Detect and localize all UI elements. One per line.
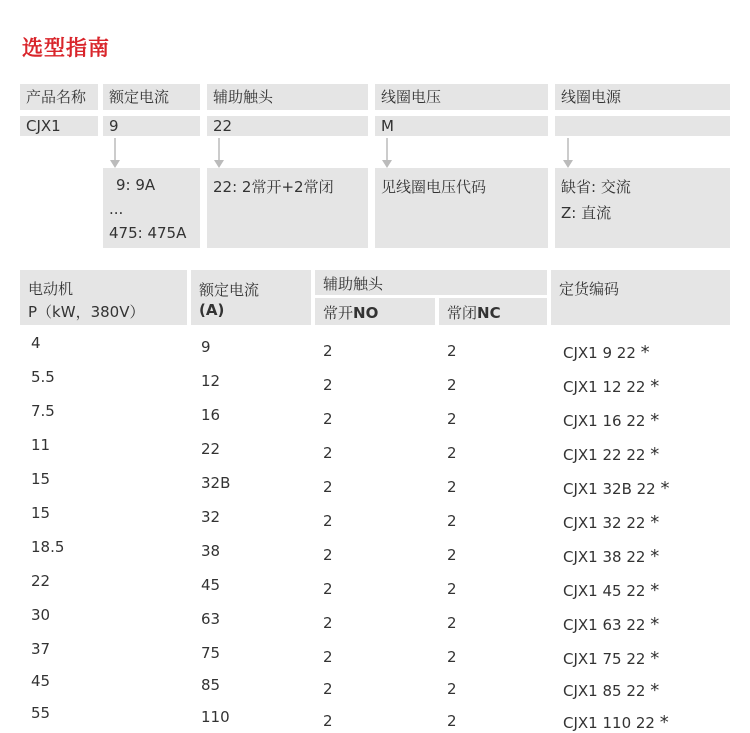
star-mark: * bbox=[650, 512, 660, 533]
current-cell: 85 bbox=[201, 676, 221, 694]
current-header-line1: 额定电流 bbox=[199, 281, 260, 299]
nc-cell: 2 bbox=[447, 512, 457, 530]
power-cell: 45 bbox=[31, 672, 51, 690]
aux-explanation bbox=[207, 168, 368, 248]
code-value-supply bbox=[555, 116, 730, 136]
order-code-cell: CJX1 85 22 * bbox=[563, 680, 660, 701]
star-mark: * bbox=[660, 478, 670, 499]
nc-cell: 2 bbox=[447, 614, 457, 632]
current-cell: 32 bbox=[201, 508, 221, 526]
code-value-current: 9 bbox=[103, 116, 200, 136]
arrow-down-icon bbox=[563, 138, 573, 168]
power-cell: 37 bbox=[31, 640, 51, 658]
no-cell: 2 bbox=[323, 680, 333, 698]
nc-cell: 2 bbox=[447, 342, 457, 360]
table-row bbox=[0, 572, 750, 606]
code-header-supply: 线圈电源 bbox=[555, 84, 730, 110]
code-header-aux: 辅助触头 bbox=[207, 84, 368, 110]
supply-explanation-line: 缺省: 交流 bbox=[561, 178, 631, 196]
order-code-cell: CJX1 16 22 * bbox=[563, 410, 660, 431]
order-code-cell: CJX1 32B 22 * bbox=[563, 478, 670, 499]
power-cell: 11 bbox=[31, 436, 51, 454]
arrow-down-icon bbox=[110, 138, 120, 168]
code-header-product: 产品名称 bbox=[20, 84, 98, 110]
order-code-cell: CJX1 32 22 * bbox=[563, 512, 660, 533]
table-row bbox=[0, 470, 750, 504]
current-header-line2: (A) bbox=[199, 301, 225, 319]
aux-explanation-line: 22: 2常开+2常闭 bbox=[213, 178, 334, 196]
no-cell: 2 bbox=[323, 648, 333, 666]
power-cell: 22 bbox=[31, 572, 51, 590]
order-code-cell: CJX1 38 22 * bbox=[563, 546, 660, 567]
power-cell: 55 bbox=[31, 704, 51, 722]
current-cell: 75 bbox=[201, 644, 221, 662]
table-header-order bbox=[551, 270, 730, 325]
no-cell: 2 bbox=[323, 546, 333, 564]
no-cell: 2 bbox=[323, 614, 333, 632]
star-mark: * bbox=[650, 546, 660, 567]
code-value-product: CJX1 bbox=[20, 116, 98, 136]
order-code-cell: CJX1 63 22 * bbox=[563, 614, 660, 635]
order-header-label: 定货编码 bbox=[559, 280, 620, 298]
supply-explanation bbox=[555, 168, 730, 248]
no-cell: 2 bbox=[323, 410, 333, 428]
page-title: 选型指南 bbox=[22, 36, 110, 60]
nc-cell: 2 bbox=[447, 478, 457, 496]
star-mark: * bbox=[650, 648, 660, 669]
code-header-current: 额定电流 bbox=[103, 84, 200, 110]
table-header-current bbox=[191, 270, 311, 325]
no-cell: 2 bbox=[323, 342, 333, 360]
aux-header-label: 辅助触头 bbox=[323, 275, 384, 293]
current-cell: 9 bbox=[201, 338, 211, 356]
star-mark: * bbox=[650, 614, 660, 635]
star-mark: * bbox=[650, 376, 660, 397]
current-cell: 38 bbox=[201, 542, 221, 560]
power-cell: 4 bbox=[31, 334, 41, 352]
power-cell: 15 bbox=[31, 504, 51, 522]
no-cell: 2 bbox=[323, 580, 333, 598]
star-mark: * bbox=[650, 444, 660, 465]
current-cell: 45 bbox=[201, 576, 221, 594]
motor-header-line1: 电动机 bbox=[28, 280, 74, 298]
current-cell: 12 bbox=[201, 372, 221, 390]
code-header-voltage: 线圈电压 bbox=[375, 84, 548, 110]
current-cell: 63 bbox=[201, 610, 221, 628]
current-cell: 110 bbox=[201, 708, 230, 726]
no-cell: 2 bbox=[323, 712, 333, 730]
no-cell: 2 bbox=[323, 512, 333, 530]
table-row bbox=[0, 640, 750, 674]
table-row bbox=[0, 538, 750, 572]
code-value-aux: 22 bbox=[207, 116, 368, 136]
voltage-explanation-line: 见线圈电压代码 bbox=[381, 178, 487, 196]
table-header-motor bbox=[20, 270, 187, 325]
arrow-down-icon bbox=[382, 138, 392, 168]
code-value-voltage: M bbox=[375, 116, 548, 136]
nc-cell: 2 bbox=[447, 648, 457, 666]
nc-cell: 2 bbox=[447, 712, 457, 730]
star-mark: * bbox=[650, 580, 660, 601]
table-row bbox=[0, 704, 750, 733]
table-row bbox=[0, 504, 750, 538]
table-row bbox=[0, 436, 750, 470]
table-row bbox=[0, 334, 750, 368]
table-header-no bbox=[315, 298, 435, 325]
star-mark: * bbox=[650, 680, 660, 701]
power-cell: 5.5 bbox=[31, 368, 55, 386]
power-cell: 15 bbox=[31, 470, 51, 488]
star-mark: * bbox=[659, 712, 669, 733]
power-cell: 30 bbox=[31, 606, 51, 624]
no-cell: 2 bbox=[323, 376, 333, 394]
current-cell: 22 bbox=[201, 440, 221, 458]
table-row bbox=[0, 368, 750, 402]
table-row bbox=[0, 606, 750, 640]
table-header-nc bbox=[439, 298, 547, 325]
power-cell: 7.5 bbox=[31, 402, 55, 420]
table-row bbox=[0, 402, 750, 436]
nc-cell: 2 bbox=[447, 444, 457, 462]
order-code-cell: CJX1 45 22 * bbox=[563, 580, 660, 601]
star-mark: * bbox=[650, 410, 660, 431]
power-cell: 18.5 bbox=[31, 538, 65, 556]
motor-header-line2: P（kW，380V） bbox=[28, 303, 145, 321]
nc-cell: 2 bbox=[447, 580, 457, 598]
voltage-explanation bbox=[375, 168, 548, 248]
arrow-down-icon bbox=[214, 138, 224, 168]
supply-explanation-line: Z: 直流 bbox=[561, 204, 612, 222]
nc-cell: 2 bbox=[447, 546, 457, 564]
no-header-label: 常开NO bbox=[323, 304, 379, 322]
nc-header-label: 常闭NC bbox=[447, 304, 501, 322]
current-cell: 32B bbox=[201, 474, 231, 492]
current-explanation-line: 9: 9A bbox=[116, 176, 156, 194]
nc-cell: 2 bbox=[447, 680, 457, 698]
no-cell: 2 bbox=[323, 444, 333, 462]
nc-cell: 2 bbox=[447, 376, 457, 394]
no-cell: 2 bbox=[323, 478, 333, 496]
current-explanation bbox=[103, 168, 200, 248]
star-mark: * bbox=[640, 342, 650, 363]
current-cell: 16 bbox=[201, 406, 221, 424]
order-code-cell: CJX1 110 22 * bbox=[563, 712, 669, 733]
current-explanation-line: ... bbox=[109, 200, 124, 218]
order-code-cell: CJX1 75 22 * bbox=[563, 648, 660, 669]
order-code-cell: CJX1 9 22 * bbox=[563, 342, 650, 363]
table-row bbox=[0, 672, 750, 706]
order-code-cell: CJX1 12 22 * bbox=[563, 376, 660, 397]
table-header-aux bbox=[315, 270, 547, 295]
current-explanation-line: 475: 475A bbox=[109, 224, 187, 242]
order-code-cell: CJX1 22 22 * bbox=[563, 444, 660, 465]
nc-cell: 2 bbox=[447, 410, 457, 428]
